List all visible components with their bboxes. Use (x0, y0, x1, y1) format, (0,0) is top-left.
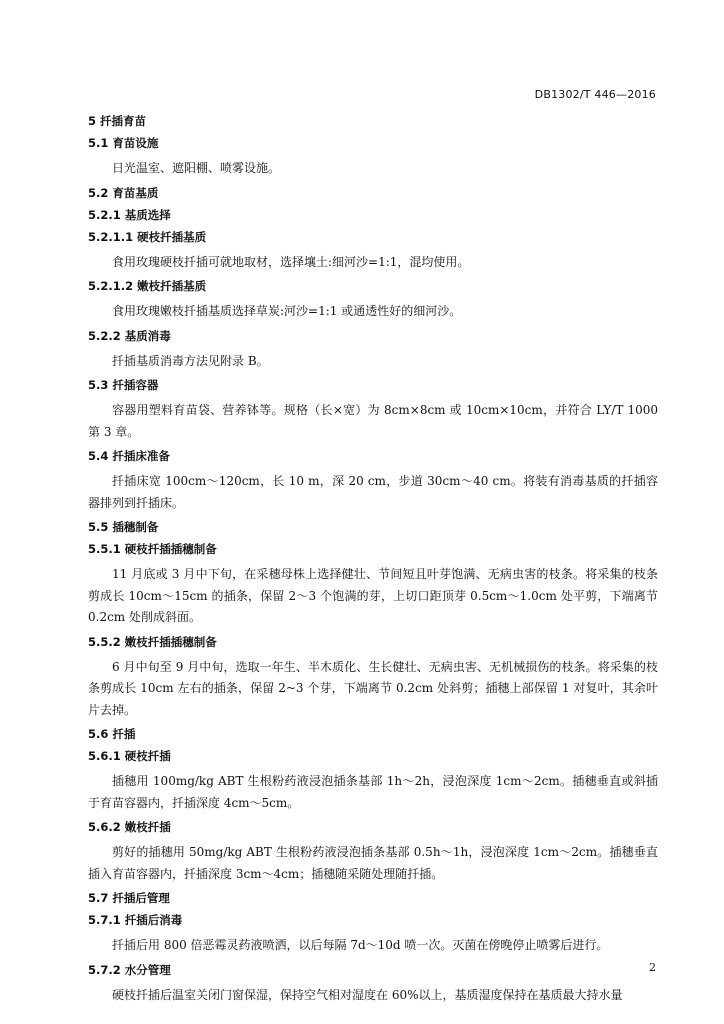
page-number: 2 (649, 961, 656, 974)
section-heading: 5.6 扦插 (88, 727, 136, 741)
body-paragraph: 食用玫瑰硬枝扦插可就地取材，选择壤土:细河沙=1:1，混均使用。 (112, 254, 470, 269)
body-paragraph: 食用玫瑰嫩枝扦插基质选择草炭:河沙=1:1 或通透性好的细河沙。 (112, 304, 462, 318)
section-heading: 5.5.2 嫩枝扦插插穗制备 (88, 634, 217, 649)
section-heading: 5.7.2 水分管理 (88, 962, 171, 977)
body-paragraph: 扦插床宽 100cm～120cm，长 10 m，深 20 cm，步道 30cm～40 cm。将装有消毒基质的扦插容器排列到扦插床。 (88, 474, 658, 510)
section-heading: 5.2.1 基质选择 (88, 207, 171, 222)
body-paragraph: 日光温室、遮阳棚、喷雾设施。 (112, 161, 281, 175)
section-heading: 5.2.2 基质消毒 (88, 328, 171, 343)
document-header-id: DB1302/T 446—2016 (534, 88, 656, 101)
body-paragraph: 扦插基质消毒方法见附录 B。 (112, 353, 269, 368)
section-heading: 5.2 育苗基质 (88, 185, 159, 200)
body-paragraph: 容器用塑料育苗袋、营养钵等。规格（长×宽）为 8cm×8cm 或 10cm×10cm，并符合 LY/T 1000 第 3 章。 (88, 403, 658, 439)
section-heading: 5.2.1.2 嫩枝扦插基质 (88, 279, 207, 293)
body-paragraph: 6 月中旬至 9 月中旬，选取一年生、半木质化、生长健壮、无病虫害、无机械损伤的枝条。将采集的枝条剪成长 10cm 左右的插条，保留 2~3 个芽，下端离节 0.2cm 处斜剪；插穗上部保留 1 对复叶，其余叶片去掉。 (88, 659, 658, 717)
section-heading: 5.7.1 扦插后消毒 (88, 913, 183, 927)
section-heading: 5.6.1 硬枝扦插 (88, 749, 171, 763)
body-paragraph: 剪好的插穗用 50mg/kg ABT 生根粉药液浸泡插条基部 0.5h～1h，浸泡深度 1cm～2cm。插穗垂直插入育苗容器内，扦插深度 3cm～4cm；插穗随采随处理随扦插。 (88, 845, 658, 881)
body-paragraph: 扦插后用 800 倍恶霉灵药液喷洒，以后每隔 7d～10d 喷一次。灭菌在傍晚停止喷雾后进行。 (112, 938, 609, 952)
body-paragraph: 硬枝扦插后温室关闭门窗保湿，保持空气相对湿度在 60%以上，基质湿度保持在基质最大持水量 (112, 987, 623, 1002)
section-heading: 5.5 插穗制备 (88, 520, 159, 534)
section-heading: 5.5.1 硬枝扦插插穗制备 (88, 542, 217, 556)
section-heading: 5.1 育苗设施 (88, 136, 159, 150)
body-paragraph: 插穗用 100mg/kg ABT 生根粉药液浸泡插条基部 1h～2h，浸泡深度 1cm～2cm。插穗垂直或斜插于育苗容器内，扦插深度 4cm～5cm。 (88, 774, 658, 810)
section-heading: 5 扦插育苗 (88, 114, 147, 128)
section-heading: 5.6.2 嫩枝扦插 (88, 820, 171, 834)
section-heading: 5.4 扦插床准备 (88, 449, 170, 463)
section-heading: 5.2.1.1 硬枝扦插基质 (88, 229, 207, 244)
body-paragraph: 11 月底或 3 月中下旬，在采穗母株上选择健壮、节间短且叶芽饱满、无病虫害的枝条。将采集的枝条剪成长 10cm～15cm 的插条，保留 2～3 个饱满的芽，上切口距顶芽 0.5cm～1.0cm 处平剪，下端离节 0.2cm 处削成斜面。 (88, 567, 658, 624)
document-body (88, 114, 658, 1012)
section-heading: 5.3 扦插容器 (88, 378, 159, 392)
section-heading: 5.7 扦插后管理 (88, 891, 170, 905)
